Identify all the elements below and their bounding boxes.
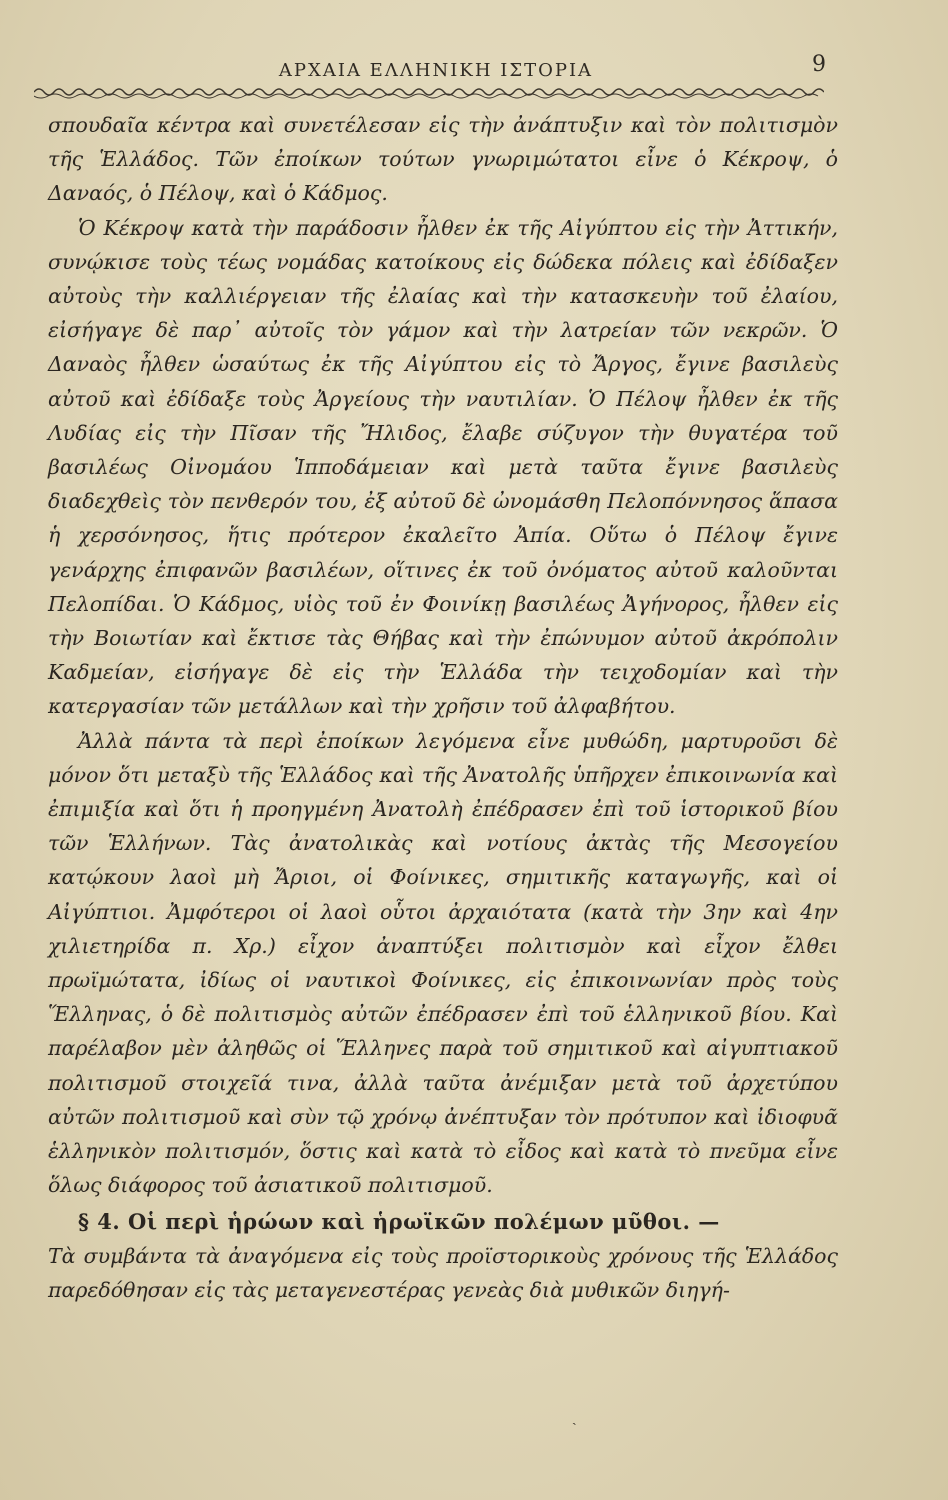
stray-ink-mark: ˏ [572,1410,577,1426]
ornamental-wavy-rule [34,82,824,106]
section-heading [48,1205,838,1239]
paragraph-continuation: σπουδαῖα κέντρα καὶ συνετέλεσαν εἰς τὴν ἀνάπτυξιν καὶ τὸν πολιτισμὸν τῆς Ἑλλάδος. Τῶν ἐποίκων τούτων γνωριμώτατοι εἶνε ὁ Κέκροψ, ὁ Δαναός, ὁ Πέλοψ, καὶ ὁ Κάδμος. [48,113,838,206]
page-number: 9 [812,52,826,77]
section-title: Οἱ περὶ ἡρώων καὶ ἡρωϊκῶν πολέμων μῦθοι. [128,1208,691,1234]
paragraph-eastern-influence: Ἀλλὰ πάντα τὰ περὶ ἐποίκων λεγόμενα εἶνε μυθώδη, μαρτυροῦσι δὲ μόνον ὅτι μεταξὺ τῆς Ἑλλάδος καὶ τῆς Ἀνατολῆς ὑπῆρχεν ἐπικοινωνία καὶ ἐπιμιξία καὶ ὅτι ἡ προηγμένη Ἀνατολὴ ἐπέδρασεν ἐπὶ τοῦ ἱστορικοῦ βίου τῶν Ἑλλήνων. Τὰς ἀνατολικὰς καὶ νοτίους ἀκτὰς τῆς Μεσογείου κατῴκουν λαοὶ μὴ Ἄριοι, οἱ Φοίνικες, σημιτικῆς καταγωγῆς, καὶ οἱ Αἰγύπτιοι. Ἀμφότεροι οἱ λαοὶ οὗτοι ἀρχαιότατα (κατὰ τὴν 3ην καὶ 4ην χιλιετηρίδα π. Χρ.) εἶχον ἀναπτύξει πολιτισμὸν καὶ εἶχον ἔλθει πρωϊμώτατα, ἰδίως οἱ ναυτικοὶ Φοίνικες, εἰς ἐπικοινωνίαν πρὸς τοὺς Ἕλληνας, ὁ δὲ πολιτισμὸς αὐτῶν ἐπέδρασεν ἐπὶ τοῦ ἑλληνικοῦ βίου. Καὶ παρέλαβον μὲν ἀληθῶς οἱ Ἕλληνες παρὰ τοῦ σημιτικοῦ καὶ αἰγυπτιακοῦ πολιτισμοῦ στοιχεῖά τινα, ἀλλὰ ταῦτα ἀνέμιξαν μετὰ τοῦ ἀρχετύπου αὐτῶν πολιτισμοῦ καὶ σὺν τῷ χρόνῳ ἀνέπτυξαν τὸν πρότυπον καὶ ἰδιοφυᾶ ἑλληνικὸν πολιτισμόν, ὅστις καὶ κατὰ τὸ εἶδος καὶ κατὰ τὸ πνεῦμα εἶνε ὅλως διάφορος τοῦ ἀσιατικοῦ πολιτισμοῦ. [48,728,838,1198]
running-title: ΑΡΧΑΙΑ ΕΛΛΗΝΙΚΗ ΙΣΤΟΡΙΑ [278,60,594,81]
body-text [48,108,838,1307]
section-dash: — [698,1208,720,1234]
section-number: § 4. [78,1208,121,1234]
paragraph-settlers: Ὁ Κέκροψ κατὰ τὴν παράδοσιν ἦλθεν ἐκ τῆς Αἰγύπτου εἰς τὴν Ἀττικήν, συνῴκισε τοὺς τέως νομάδας κατοίκους εἰς δώδεκα πόλεις καὶ ἐδίδαξεν αὐτοὺς τὴν καλλιέργειαν τῆς ἐλαίας καὶ τὴν κατασκευὴν τοῦ ἐλαίου, εἰσήγαγε δὲ παρ᾽ αὐτοῖς τὸν γάμον καὶ τὴν λατρείαν τῶν νεκρῶν. Ὁ Δαναὸς ἦλθεν ὡσαύτως ἐκ τῆς Αἰγύπτου εἰς τὸ Ἄργος, ἔγινε βασιλεὺς αὐτοῦ καὶ ἐδίδαξε τοὺς Ἀργείους τὴν ναυτιλίαν. Ὁ Πέλοψ ἦλθεν ἐκ τῆς Λυδίας εἰς τὴν Πῖσαν τῆς Ἤλιδος, ἔλαβε σύζυγον τὴν θυγατέρα τοῦ βασιλέως Οἰνομάου Ἱπποδάμειαν καὶ μετὰ ταῦτα ἔγινε βασιλεὺς διαδεχθεὶς τὸν πενθερόν του, ἐξ αὐτοῦ δὲ ὠνομάσθη Πελοπόννησος ἅπασα ἡ χερσόνησος, ἥτις πρότερον ἐκαλεῖτο Ἀπία. Οὕτω ὁ Πέλοψ ἔγινε γενάρχης ἐπιφανῶν βασιλέων, οἵτινες ἐκ τοῦ ὀνόματος αὐτοῦ καλοῦνται Πελοπίδαι. Ὁ Κάδμος, υἱὸς τοῦ ἐν Φοινίκῃ βασιλέως Ἀγήνορος, ἦλθεν εἰς τὴν Βοιωτίαν καὶ ἔκτισε τὰς Θήβας καὶ τὴν ἐπώνυμον αὐτοῦ ἀκρόπολιν Καδμείαν, εἰσήγαγε δὲ εἰς τὴν Ἑλλάδα τὴν τειχοδομίαν καὶ τὴν κατεργασίαν τῶν μετάλλων καὶ τὴν χρῆσιν τοῦ ἀλφαβήτου. [48,215,838,719]
section-text: Τὰ συμβάντα τὰ ἀναγόμενα εἰς τοὺς προϊστορικοὺς χρόνους τῆς Ἑλλάδος παρεδόθησαν εἰς τὰς μεταγενεστέρας γενεὰς διὰ μυθικῶν διηγή- [48,1243,838,1302]
